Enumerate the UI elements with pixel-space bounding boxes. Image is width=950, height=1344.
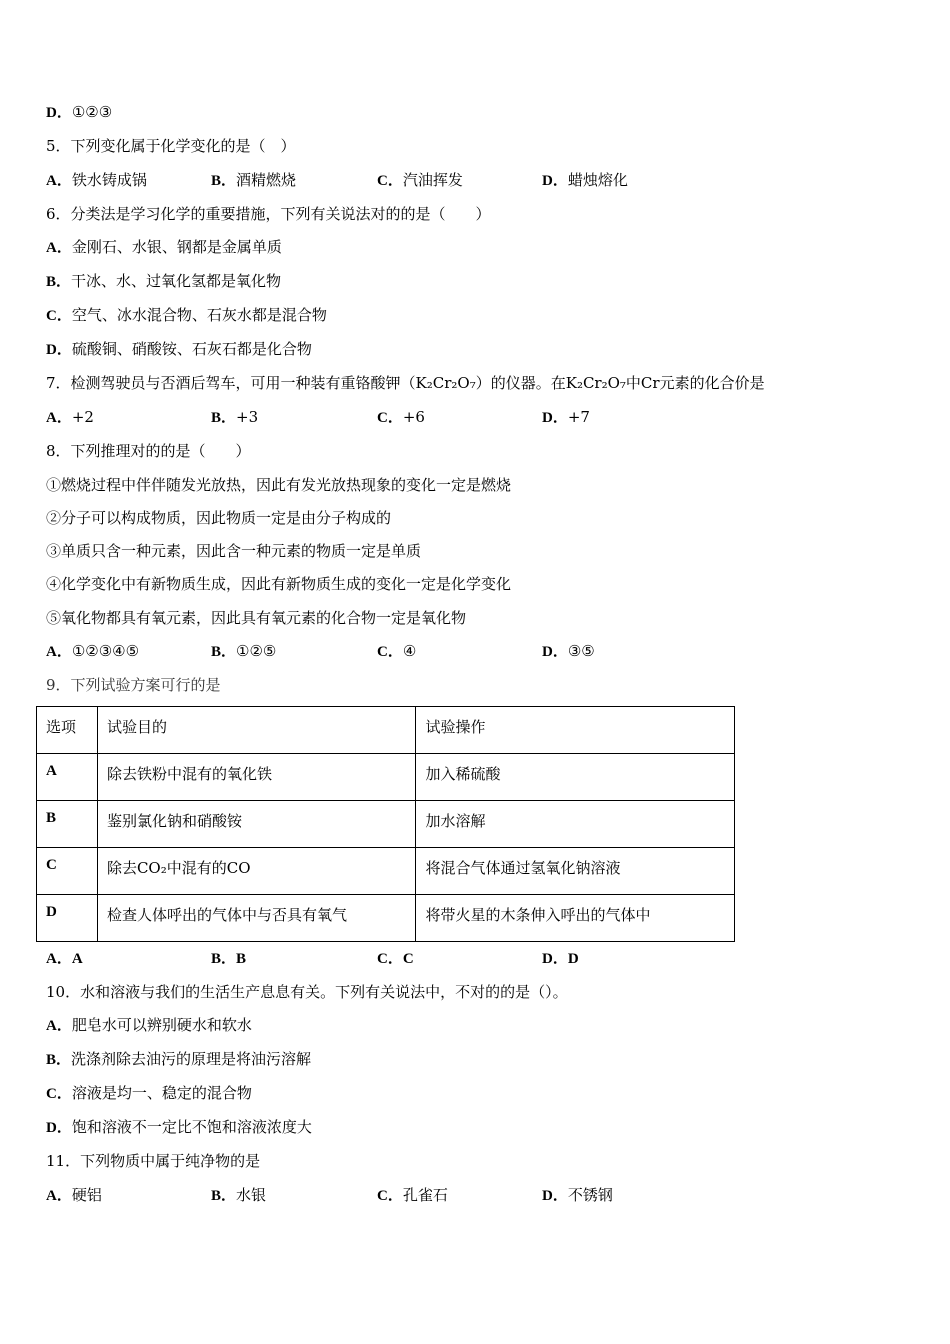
option-letter: A． [46, 1188, 72, 1204]
table-cell: 鉴别氯化钠和硝酸铵 [97, 801, 416, 848]
option-letter: B． [211, 173, 237, 189]
option-letter: C． [377, 951, 403, 967]
q11-stem: 11．下列物质中属于纯净物的是 [46, 1152, 261, 1170]
option-text: 孔雀石 [402, 1186, 448, 1204]
option-letter: C． [377, 1188, 403, 1204]
option-letter: A． [46, 951, 72, 967]
q11-option-a [46, 1185, 102, 1206]
option-letter: B． [211, 1188, 237, 1204]
option-text: A [71, 951, 83, 967]
table-row [37, 801, 735, 848]
table-header-cell: 试验目的 [97, 707, 416, 754]
option-text: 硬铝 [71, 1186, 102, 1204]
option-text: ①②③④⑤ [71, 642, 140, 660]
q7-option-a [46, 407, 94, 428]
q5-option-c [377, 170, 463, 191]
q9-option-c [377, 948, 414, 969]
table-cell: 检查人体呼出的气体中与否具有氧气 [97, 895, 416, 942]
option-text: 蜡烛熔化 [567, 171, 628, 189]
experiment-table [36, 706, 735, 942]
q8-option-a [46, 641, 139, 662]
option-text: 汽油挥发 [402, 171, 463, 189]
option-letter: C． [377, 173, 403, 189]
q11-option-c [377, 1185, 448, 1206]
option-text: ④ [402, 642, 417, 660]
table-cell: 加水溶解 [416, 801, 735, 848]
option-letter: B． [46, 274, 72, 290]
q9-option-b [211, 948, 246, 969]
option-text: 金刚石、水银、钢都是金属单质 [71, 238, 282, 256]
q7-stem: 7．检测驾驶员与否酒后驾车，可用一种装有重铬酸钾（K₂Cr₂O₇）的仪器。在K₂Cr₂O₇中Cr元素的化合价是 [46, 374, 765, 392]
option-text: +3 [236, 408, 259, 426]
option-text: B [236, 951, 247, 967]
option-letter: C． [377, 410, 403, 426]
q6-option-d [46, 339, 312, 360]
q8-stem: 8．下列推理对的的是（ ） [46, 442, 251, 460]
q9-option-a [46, 948, 83, 969]
q10-option-d [46, 1117, 312, 1138]
option-text: +6 [402, 408, 425, 426]
q8-statement: ⑤氧化物都具有氧元素，因此具有氧元素的化合物一定是氧化物 [46, 609, 467, 627]
table-cell: 将带火星的木条伸入呼出的气体中 [416, 895, 735, 942]
q8-statement: ①燃烧过程中伴伴随发光放热，因此有发光放热现象的变化一定是燃烧 [46, 476, 512, 494]
option-text: +2 [71, 408, 94, 426]
q8-statement: ④化学变化中有新物质生成，因此有新物质生成的变化一定是化学变化 [46, 575, 512, 593]
table-header-row [37, 707, 735, 754]
option-letter: A． [46, 644, 72, 660]
option-letter: D． [542, 1188, 568, 1204]
option-letter: D． [542, 951, 568, 967]
option-letter: D． [542, 644, 568, 660]
table-cell: A [37, 754, 98, 801]
table-cell: 将混合气体通过氢氧化钠溶液 [416, 848, 735, 895]
option-letter: A． [46, 410, 72, 426]
option-text: 硫酸铜、硝酸铵、石灰石都是化合物 [71, 340, 312, 358]
table-row [37, 895, 735, 942]
q10-option-a [46, 1015, 252, 1036]
option-letter: D． [46, 342, 72, 358]
option-letter: C． [46, 308, 72, 324]
option-text: ①②⑤ [236, 642, 277, 660]
q8-option-b [211, 641, 276, 662]
q7-option-c [377, 407, 425, 428]
option-letter: B． [211, 410, 237, 426]
option-text: 水银 [236, 1186, 267, 1204]
q7-option-d [542, 407, 590, 428]
option-text: ①②③ [71, 103, 113, 121]
option-letter: A． [46, 1018, 72, 1034]
q10-option-c [46, 1083, 252, 1104]
q8-option-c [377, 641, 416, 662]
table-cell: D [37, 895, 98, 942]
q9-option-d [542, 948, 579, 969]
option-text: 空气、冰水混合物、石灰水都是混合物 [71, 306, 327, 324]
table-row [37, 848, 735, 895]
option-text: +7 [567, 408, 590, 426]
q8-option-d [542, 641, 595, 662]
option-letter: C． [46, 1086, 72, 1102]
q8-statement: ②分子可以构成物质，因此物质一定是由分子构成的 [46, 509, 392, 527]
option-letter: C． [377, 644, 403, 660]
option-text: 洗涤剂除去油污的原理是将油污溶解 [71, 1050, 312, 1068]
q5-option-a [46, 170, 147, 191]
option-text: 酒精燃烧 [236, 171, 297, 189]
option-text: 干冰、水、过氧化氢都是氧化物 [71, 272, 282, 290]
q6-option-a [46, 237, 282, 258]
q5-option-b [211, 170, 296, 191]
option-letter: A． [46, 240, 72, 256]
q6-option-b [46, 271, 281, 292]
q8-statement: ③单质只含一种元素，因此含一种元素的物质一定是单质 [46, 542, 422, 560]
table-cell: C [37, 848, 98, 895]
q10-option-b [46, 1049, 311, 1070]
option-letter: D． [542, 410, 568, 426]
option-text: ③⑤ [567, 642, 595, 660]
option-letter: B． [211, 951, 237, 967]
option-text: 肥皂水可以辨别硬水和软水 [71, 1016, 252, 1034]
q11-option-d [542, 1185, 613, 1206]
table-header-cell: 选项 [37, 707, 98, 754]
q11-option-b [211, 1185, 266, 1206]
table-cell: 加入稀硫酸 [416, 754, 735, 801]
option-letter: A． [46, 173, 72, 189]
q7-option-b [211, 407, 258, 428]
option-letter: B． [211, 644, 237, 660]
q6-option-c [46, 305, 327, 326]
table-cell: 除去CO₂中混有的CO [97, 848, 416, 895]
table-cell: 除去铁粉中混有的氧化铁 [97, 754, 416, 801]
table-cell: B [37, 801, 98, 848]
table-row [37, 754, 735, 801]
q4-option-d [46, 102, 112, 123]
option-text: 铁水铸成锅 [71, 171, 147, 189]
option-text: C [402, 951, 414, 967]
option-letter: D． [542, 173, 568, 189]
option-text: 溶液是均一、稳定的混合物 [71, 1084, 252, 1102]
option-letter: D． [46, 105, 72, 121]
q6-stem: 6．分类法是学习化学的重要措施，下列有关说法对的的是（ ） [46, 205, 491, 223]
table-header-cell: 试验操作 [416, 707, 735, 754]
option-letter: B． [46, 1052, 72, 1068]
q5-stem: 5．下列变化属于化学变化的是（ ） [46, 137, 296, 155]
q9-stem: 9．下列试验方案可行的是 [46, 676, 221, 694]
q5-option-d [542, 170, 628, 191]
option-letter: D． [46, 1120, 72, 1136]
q10-stem: 10．水和溶液与我们的生活生产息息有关。下列有关说法中，不对的的是（）。 [46, 983, 568, 1001]
option-text: 不锈钢 [567, 1186, 613, 1204]
option-text: D [567, 951, 579, 967]
option-text: 饱和溶液不一定比不饱和溶液浓度大 [71, 1118, 312, 1136]
